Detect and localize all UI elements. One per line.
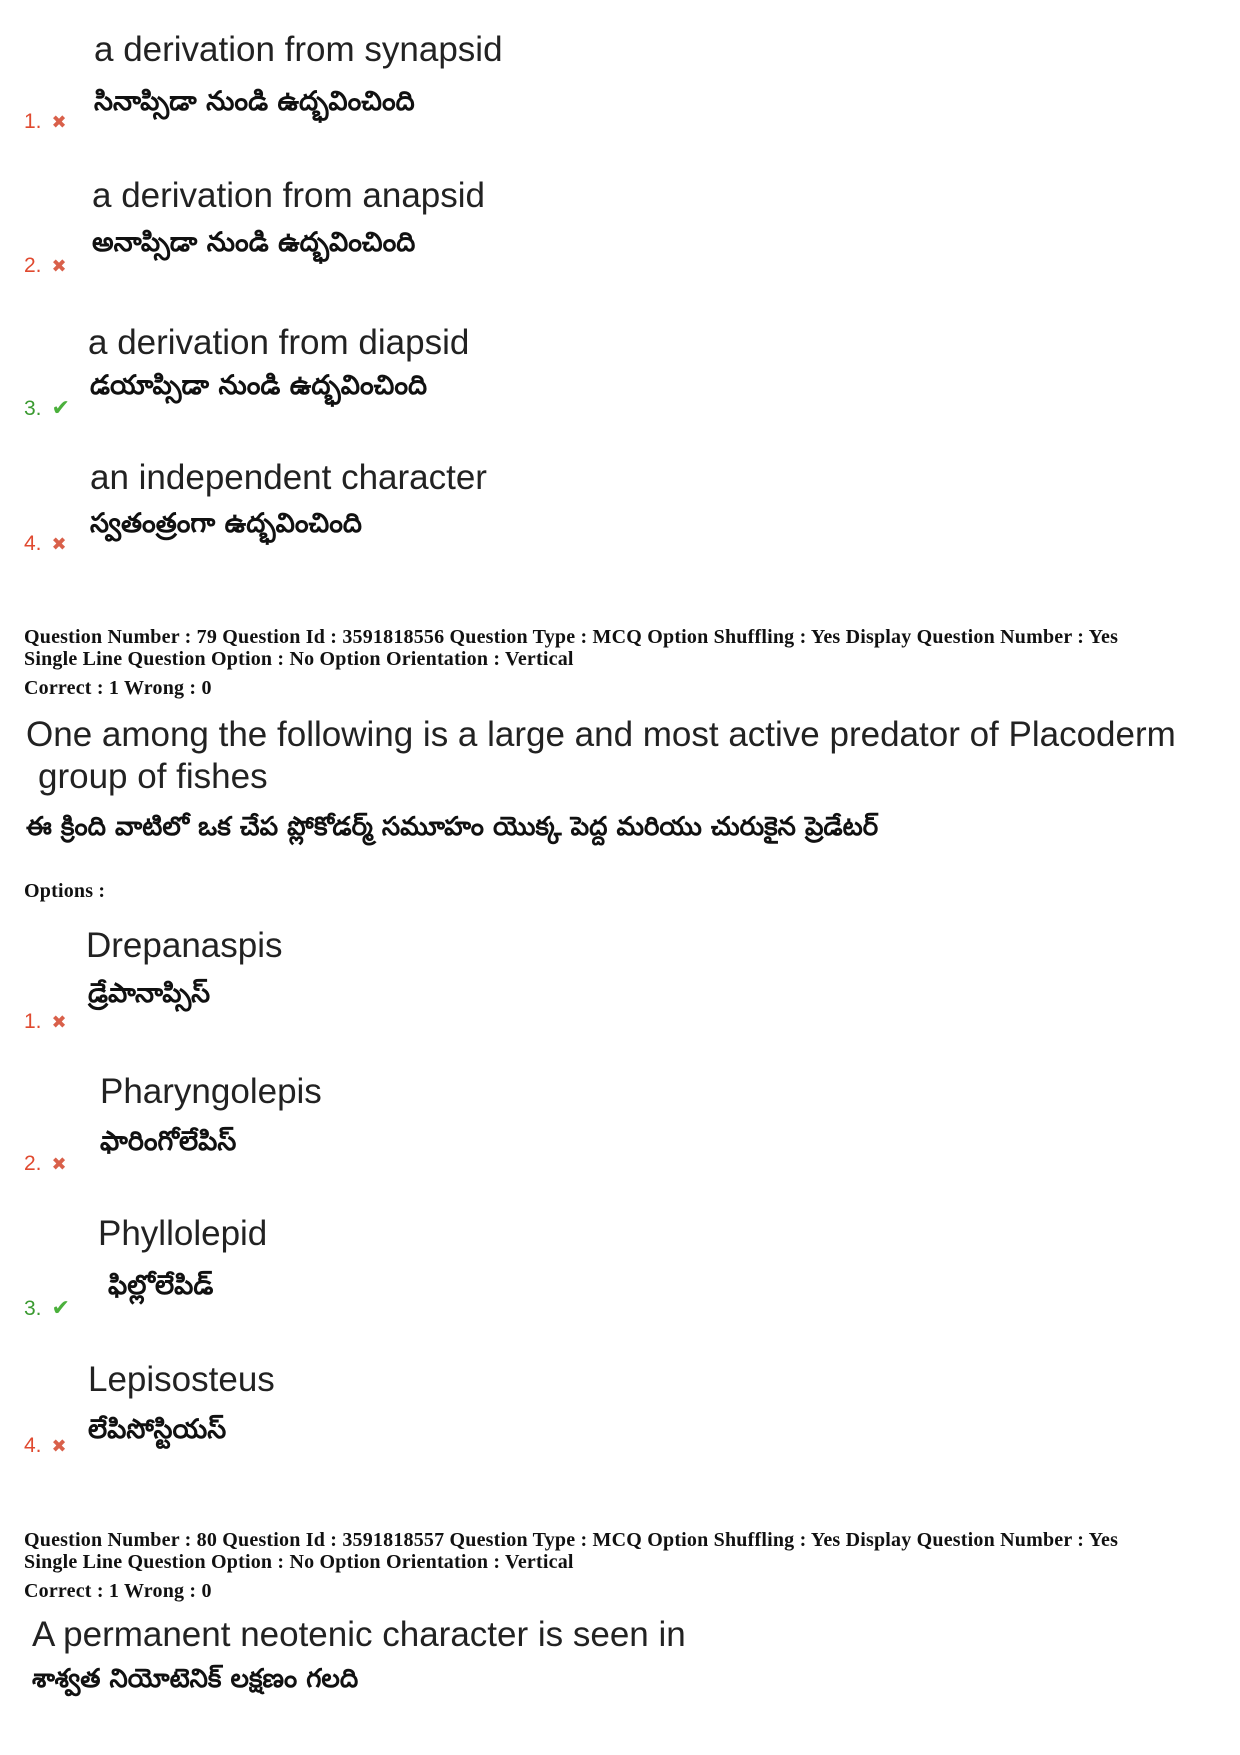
question-meta-line-1: Question Number : 80 Question Id : 3591818557 Question Type : MCQ Option Shuffling : Yes Display Question Number : Yes [24,1529,1119,1551]
option-number: 4. [24,1434,42,1457]
options-label: Options : [24,880,106,902]
option-2-telugu: ఫారింగోలేపిస్ [100,1126,237,1157]
wrong-cross-icon: ✖ [51,256,67,277]
option-4-marker [24,1434,67,1458]
question-text-english: A permanent neotenic character is seen in [32,1615,686,1654]
option-number: 1. [24,1010,42,1033]
wrong-cross-icon: ✖ [51,534,67,555]
option-2-marker [24,254,67,278]
option-3-english: a derivation from diapsid [88,323,470,362]
question-text-english-line-2: group of fishes [38,757,268,796]
option-2-english: Pharyngolepis [100,1072,322,1111]
option-3-telugu: ఫిల్లోలేపిడ్ [108,1270,214,1301]
correct-check-icon: ✔ [51,1296,70,1321]
option-4-telugu: స్వతంత్రంగా ఉద్భవించింది [90,508,362,539]
option-2-marker [24,1152,67,1176]
question-meta-line-3: Correct : 1 Wrong : 0 [24,1580,212,1602]
question-text-telugu: శాశ్వత నియోటెనిక్ లక్షణం గలది [32,1664,359,1694]
option-3-marker [24,396,70,421]
question-meta-line-2: Single Line Question Option : No Option Orientation : Vertical [24,1551,574,1573]
option-number: 2. [24,1152,42,1175]
option-4-marker [24,532,67,556]
option-1-telugu: సినాప్సిడా నుండి ఉద్భవించింది [94,86,415,117]
question-meta-line-1: Question Number : 79 Question Id : 3591818556 Question Type : MCQ Option Shuffling : Yes Display Question Number : Yes [24,626,1119,648]
option-number: 3. [24,1297,42,1320]
option-3-marker [24,1296,70,1321]
option-3-telugu: డయాప్సిడా నుండి ఉద్భవించింది [90,370,428,401]
option-1-english: a derivation from synapsid [94,30,503,69]
wrong-cross-icon: ✖ [51,1436,67,1457]
option-1-marker [24,110,67,134]
option-4-english: Lepisosteus [88,1360,275,1399]
question-meta-line-2: Single Line Question Option : No Option Orientation : Vertical [24,648,574,670]
option-3-english: Phyllolepid [98,1214,268,1253]
option-1-marker [24,1010,67,1034]
option-1-english: Drepanaspis [86,926,283,965]
wrong-cross-icon: ✖ [51,1012,67,1033]
correct-check-icon: ✔ [51,396,70,421]
option-number: 4. [24,532,42,555]
question-text-english-line-1: One among the following is a large and most active predator of Placoderm [26,715,1176,754]
question-text-telugu: ఈ క్రింది వాటిలో ఒక చేప ప్లోకోడర్మ్ సమూహం యొక్క పెద్ద మరియు చురుకైన ప్రెడేటర్ [26,812,879,842]
option-number: 3. [24,397,42,420]
wrong-cross-icon: ✖ [51,112,67,133]
option-4-english: an independent character [90,458,487,497]
wrong-cross-icon: ✖ [51,1154,67,1175]
option-2-telugu: అనాప్సిడా నుండి ఉద్భవించింది [92,227,416,258]
option-2-english: a derivation from anapsid [92,176,485,215]
question-meta-line-3: Correct : 1 Wrong : 0 [24,677,212,699]
option-1-telugu: డ్రేపానాప్సిస్ [88,978,211,1009]
option-number: 1. [24,110,42,133]
option-4-telugu: లేపిసోస్టియస్ [88,1414,227,1445]
option-number: 2. [24,254,42,277]
